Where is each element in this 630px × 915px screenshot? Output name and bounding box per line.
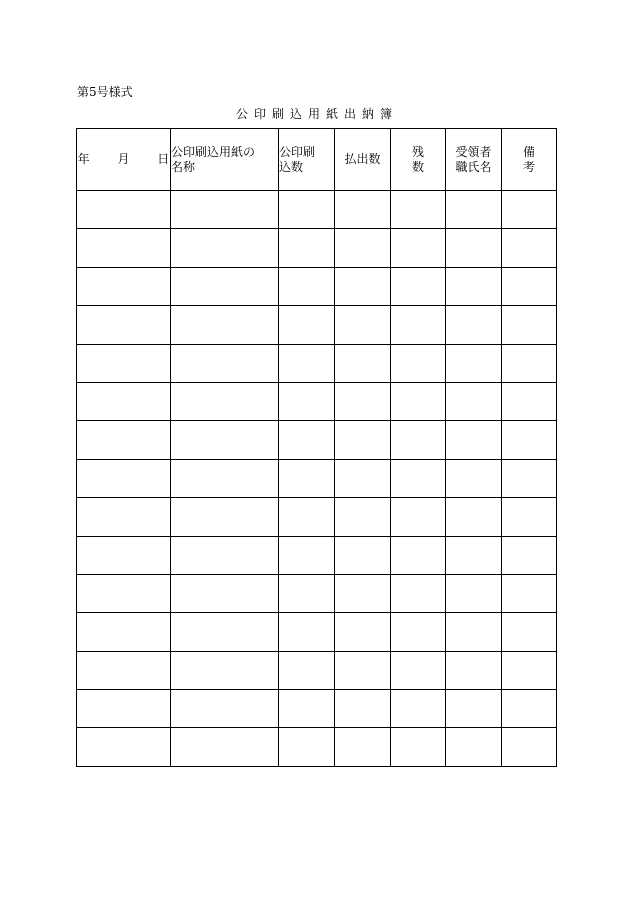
cell-printed-count[interactable] [279,536,335,574]
cell-recipient[interactable] [446,306,502,344]
header-issued-count [335,129,391,191]
cell-date[interactable] [77,536,171,574]
table-row [77,651,557,689]
cell-remarks[interactable] [502,229,557,267]
cell-date[interactable] [77,459,171,497]
table-row [77,344,557,382]
header-remarks [502,129,557,191]
table-row [77,690,557,728]
table-row [77,613,557,651]
cell-date[interactable] [77,229,171,267]
cell-recipient[interactable] [446,421,502,459]
cell-date[interactable] [77,728,171,766]
cell-paper-name[interactable] [171,191,279,229]
cell-remarks[interactable] [502,191,557,229]
cell-paper-name[interactable] [171,536,279,574]
table-row [77,574,557,612]
cell-date[interactable] [77,267,171,305]
cell-remaining-count[interactable] [391,229,446,267]
cell-date[interactable] [77,191,171,229]
cell-recipient[interactable] [446,690,502,728]
cell-remaining-count[interactable] [391,421,446,459]
cell-recipient[interactable] [446,613,502,651]
cell-remaining-count[interactable] [391,459,446,497]
cell-recipient[interactable] [446,382,502,420]
cell-paper-name[interactable] [171,613,279,651]
cell-paper-name[interactable] [171,421,279,459]
cell-remaining-count[interactable] [391,690,446,728]
header-recipient-line1: 受領者 [455,144,492,159]
cell-recipient[interactable] [446,229,502,267]
cell-remaining-count[interactable] [391,267,446,305]
cell-remaining-count[interactable] [391,574,446,612]
cell-remaining-count[interactable] [391,191,446,229]
cell-printed-count[interactable] [279,191,335,229]
cell-paper-name[interactable] [171,229,279,267]
header-date-label: 年 月 日 [77,152,182,166]
cell-remaining-count[interactable] [391,382,446,420]
cell-date[interactable] [77,382,171,420]
cell-paper-name[interactable] [171,728,279,766]
cell-date[interactable] [77,574,171,612]
table-row [77,267,557,305]
cell-paper-name[interactable] [171,306,279,344]
table-row [77,229,557,267]
cell-date[interactable] [77,421,171,459]
cell-paper-name[interactable] [171,382,279,420]
cell-remarks[interactable] [502,574,557,612]
cell-remaining-count[interactable] [391,651,446,689]
cell-issued-count[interactable] [335,574,391,612]
header-recipient-line2: 職氏名 [455,159,492,174]
cell-remarks[interactable] [502,382,557,420]
header-issued-count-label: 払出数 [344,152,381,166]
cell-issued-count[interactable] [335,459,391,497]
cell-remarks[interactable] [502,690,557,728]
cell-date[interactable] [77,344,171,382]
header-recipient [446,129,502,191]
cell-issued-count[interactable] [335,191,391,229]
cell-paper-name[interactable] [171,574,279,612]
header-printed-count-line2: 込数 [279,159,304,174]
cell-recipient[interactable] [446,267,502,305]
cell-recipient[interactable] [446,191,502,229]
header-printed-count-line1: 公印刷 [279,144,316,159]
table-row [77,306,557,344]
cell-issued-count[interactable] [335,306,391,344]
cell-issued-count[interactable] [335,421,391,459]
cell-remaining-count[interactable] [391,498,446,536]
cell-remaining-count[interactable] [391,344,446,382]
cell-remaining-count[interactable] [391,536,446,574]
cell-issued-count[interactable] [335,229,391,267]
cell-remarks[interactable] [502,651,557,689]
header-paper-name-line1: 公印刷込用紙の [171,144,256,159]
table-row [77,728,557,766]
table-row [77,382,557,420]
cell-recipient[interactable] [446,536,502,574]
ledger-body [77,191,557,767]
header-remarks-label: 備 考 [522,144,551,174]
cell-remarks[interactable] [502,459,557,497]
table-row [77,421,557,459]
cell-printed-count[interactable] [279,651,335,689]
cell-printed-count[interactable] [279,613,335,651]
cell-issued-count[interactable] [335,728,391,766]
header-row [77,129,557,191]
cell-printed-count[interactable] [279,344,335,382]
cell-issued-count[interactable] [335,267,391,305]
cell-printed-count[interactable] [279,229,335,267]
cell-remarks[interactable] [502,421,557,459]
cell-remaining-count[interactable] [391,306,446,344]
cell-printed-count[interactable] [279,728,335,766]
table-row [77,498,557,536]
cell-recipient[interactable] [446,344,502,382]
cell-issued-count[interactable] [335,498,391,536]
cell-paper-name[interactable] [171,459,279,497]
header-paper-name-line2: 名称 [171,159,196,174]
cell-remarks[interactable] [502,728,557,766]
cell-date[interactable] [77,613,171,651]
header-remaining-count-label: 残 数 [411,144,438,174]
cell-date[interactable] [77,690,171,728]
cell-issued-count[interactable] [335,536,391,574]
cell-remaining-count[interactable] [391,728,446,766]
cell-recipient[interactable] [446,498,502,536]
cell-recipient[interactable] [446,459,502,497]
cell-printed-count[interactable] [279,306,335,344]
cell-issued-count[interactable] [335,690,391,728]
cell-remarks[interactable] [502,536,557,574]
header-remaining-count [391,129,446,191]
cell-remaining-count[interactable] [391,613,446,651]
cell-remarks[interactable] [502,306,557,344]
table-row [77,459,557,497]
cell-remarks[interactable] [502,267,557,305]
cell-printed-count[interactable] [279,382,335,420]
cell-paper-name[interactable] [171,267,279,305]
cell-printed-count[interactable] [279,574,335,612]
cell-recipient[interactable] [446,651,502,689]
cell-recipient[interactable] [446,728,502,766]
cell-paper-name[interactable] [171,651,279,689]
cell-date[interactable] [77,498,171,536]
table-row [77,191,557,229]
cell-remarks[interactable] [502,613,557,651]
document-title: 公印刷込用紙出納簿 [236,107,399,121]
cell-printed-count[interactable] [279,498,335,536]
header-paper-name [171,129,279,191]
cell-printed-count[interactable] [279,690,335,728]
cell-recipient[interactable] [446,574,502,612]
cell-issued-count[interactable] [335,651,391,689]
form-number: 第5号様式 [77,85,133,99]
cell-issued-count[interactable] [335,382,391,420]
cell-paper-name[interactable] [171,344,279,382]
cell-paper-name[interactable] [171,690,279,728]
cell-issued-count[interactable] [335,344,391,382]
table-row [77,536,557,574]
cell-printed-count[interactable] [279,421,335,459]
header-date [77,129,182,191]
cell-issued-count[interactable] [335,613,391,651]
cell-remarks[interactable] [502,498,557,536]
cell-date[interactable] [77,306,171,344]
cell-paper-name[interactable] [171,498,279,536]
header-printed-count [279,129,335,191]
cell-remarks[interactable] [502,344,557,382]
cell-date[interactable] [77,651,171,689]
ledger-table [76,128,557,767]
cell-printed-count[interactable] [279,459,335,497]
cell-printed-count[interactable] [279,267,335,305]
